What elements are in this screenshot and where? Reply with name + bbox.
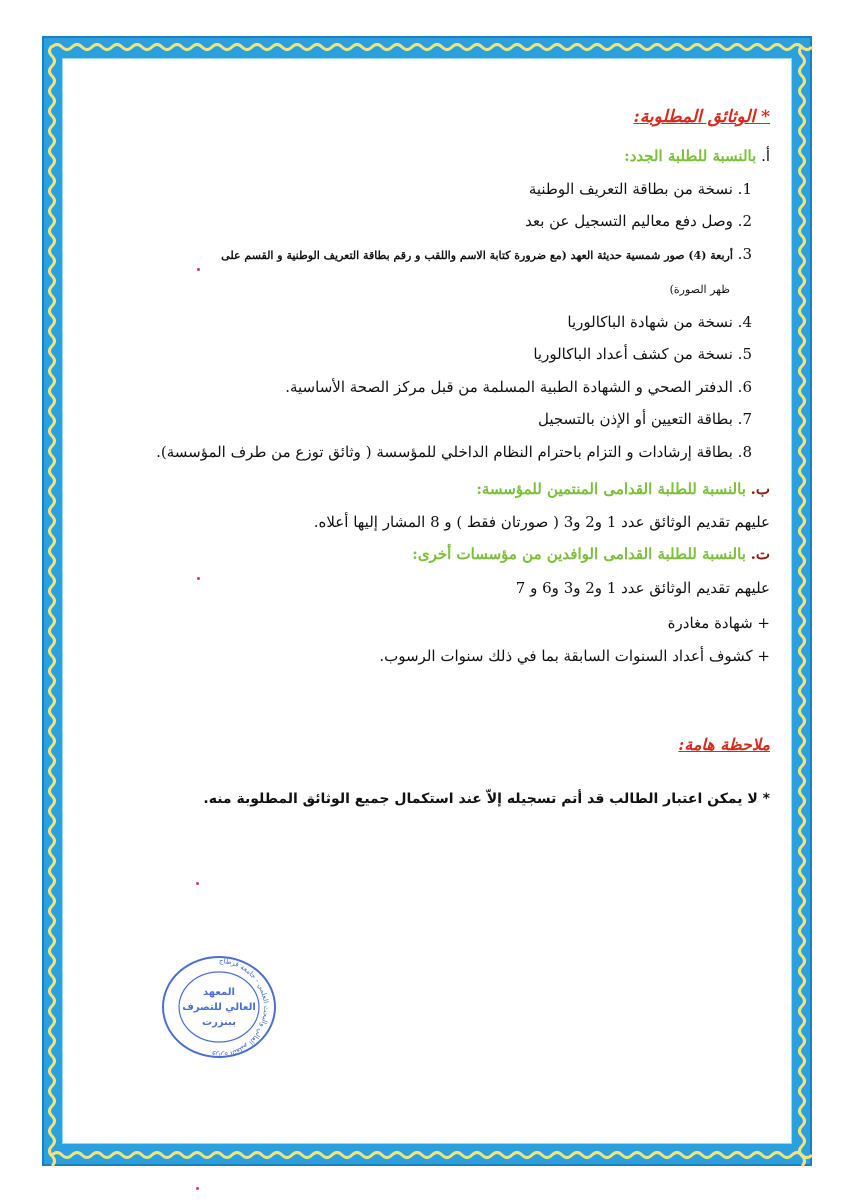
list-item: 6. الدفتر الصحي و الشهادة الطبية المسلمة من قبل مركز الصحة الأساسية. — [285, 378, 752, 396]
stamp-line: المعهد — [203, 987, 235, 998]
section-c-header: ت. بالنسبة للطلبة القدامى الوافدين من مؤسسات أخرى: — [412, 545, 770, 563]
list-item: 3. أربعة (4) صور شمسية حديثة العهد (مع ضرورة كتابة الاسم واللقب و رقم بطاقة التعريف الوطنية و القسم على — [221, 245, 752, 263]
list-item: 4. نسخة من شهادة الباكالوريا — [567, 313, 752, 331]
stray-dot — [196, 882, 199, 885]
page-title: * الوثائق المطلوبة: — [633, 107, 770, 127]
stamp-line: العالي للتصرف — [182, 1002, 256, 1013]
section-b-text: عليهم تقديم الوثائق عدد 1 و2 و3 ( صورتان فقط ) و 8 المشار إليها أعلاه. — [313, 513, 770, 531]
list-item: 7. بطاقة التعيين أو الإذن بالتسجيل — [537, 410, 752, 428]
section-c-text: عليهم تقديم الوثائق عدد 1 و2 و3 و6 و 7 — [515, 579, 770, 597]
list-item: 5. نسخة من كشف أعداد الباكالوريا — [533, 345, 752, 363]
section-c-extra: + كشوف أعداد السنوات السابقة بما في ذلك سنوات الرسوب. — [379, 647, 770, 665]
note-text: * لا يمكن اعتبار الطالب قد أتم تسجيله إلاّ عند استكمال جميع الوثائق المطلوبة منه. — [203, 791, 770, 807]
note-title: ملاحظة هامة: — [678, 735, 770, 754]
list-item: 8. بطاقة إرشادات و التزام باحترام النظام الداخلي للمؤسسة ( وثائق توزع من طرف المؤسسة). — [156, 443, 752, 461]
stray-dot — [197, 268, 200, 271]
section-b-header: ب. بالنسبة للطلبة القدامى المنتمين للمؤسسة: — [476, 480, 770, 498]
stamp-ring-text: وزارة التعليم العالي والبحث العلمي - جامعة قرطاج — [211, 956, 271, 1060]
list-item: 2. وصل دفع معاليم التسجيل عن بعد — [525, 212, 752, 230]
institution-stamp — [160, 955, 278, 1060]
stray-dot — [196, 1187, 199, 1190]
list-item-continuation: ظهر الصورة) — [669, 283, 730, 296]
list-item: 1. نسخة من بطاقة التعريف الوطنية — [528, 180, 752, 198]
stray-dot — [197, 577, 200, 580]
section-a-header: أ. بالنسبة للطلبة الجدد: — [624, 147, 770, 165]
stamp-line: ببنزرت — [202, 1017, 236, 1028]
section-c-extra: + شهادة مغادرة — [667, 614, 770, 632]
